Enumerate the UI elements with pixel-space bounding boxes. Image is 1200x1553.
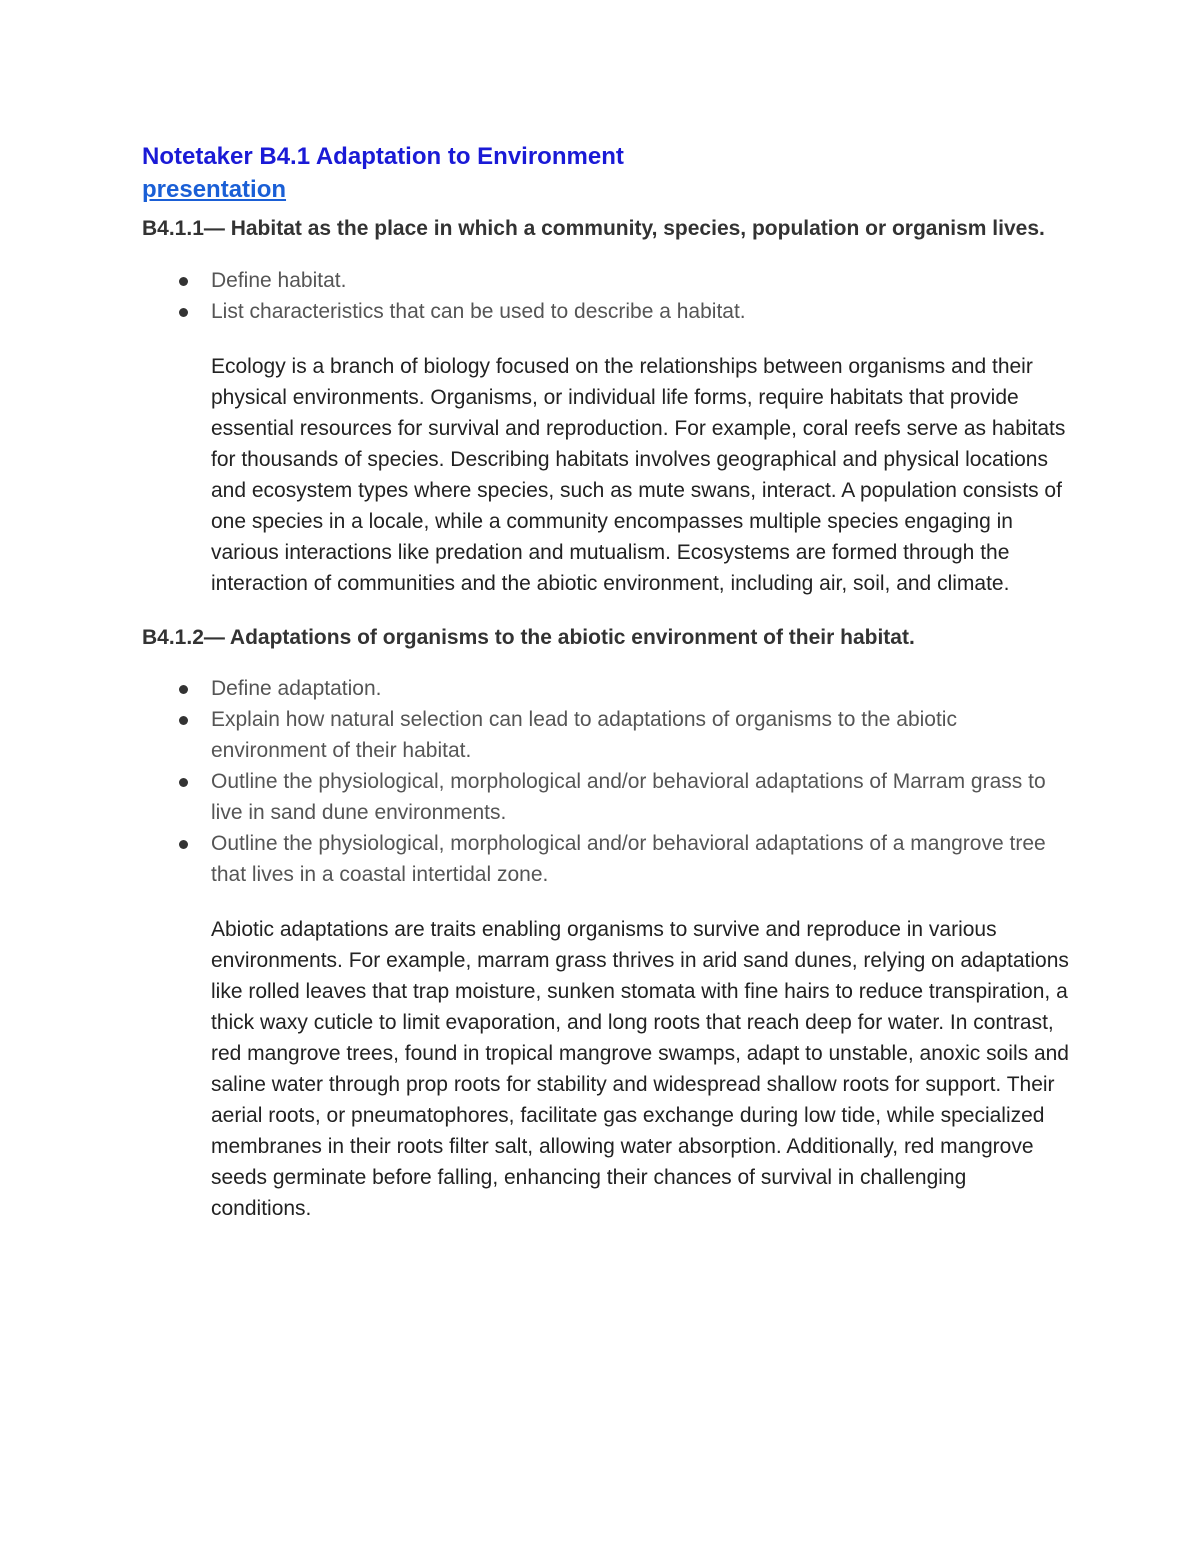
objectives-list-b4-1-2: [142, 673, 1072, 890]
bullet-icon: [179, 716, 188, 725]
list-item-text: Define adaptation.: [211, 677, 382, 700]
list-item: [211, 828, 1072, 890]
summary-paragraph-b4-1-2: Abiotic adaptations are traits enabling organisms to survive and reproduce in various environments. For example, marram grass thrives in arid sand dunes, relying on adaptations like rolled leaves that trap moisture, sunken stomata with fine hairs to reduce transpiration, a thick waxy cuticle to limit evaporation, and long roots that reach deep for water. In contrast, red mangrove trees, found in tropical mangrove swamps, adapt to unstable, anoxic soils and saline water through prop roots for stability and widespread shallow roots for support. Their aerial roots, or pneumatophores, facilitate gas exchange during low tide, while specialized membranes in their roots filter salt, allowing water absorption. Additionally, red mangrove seeds germinate before falling, enhancing their chances of survival in challenging conditions.: [211, 918, 1069, 1220]
presentation-link[interactable]: presentation: [142, 176, 287, 203]
list-item-text: Explain how natural selection can lead to adaptations of organisms to the abiotic environment of their habitat.: [211, 708, 957, 762]
bullet-icon: [179, 685, 188, 694]
bullet-icon: [179, 778, 188, 787]
objectives-list-b4-1-1: [142, 265, 1072, 327]
bullet-icon: [179, 840, 188, 849]
list-item-text: Outline the physiological, morphological and/or behavioral adaptations of a mangrove tree that lives in a coastal intertidal zone.: [211, 832, 1046, 886]
list-item: [211, 766, 1072, 828]
summary-paragraph-b4-1-1: Ecology is a branch of biology focused on the relationships between organisms and their physical environments. Organisms, or individual life forms, require habitats that provide essential resources for survival and reproduction. For example, coral reefs serve as habitats for thousands of species. Describing habitats involves geographical and physical locations and ecosystem types where species, such as mute swans, interact. A population consists of one species in a locale, while a community encompasses multiple species engaging in various interactions like predation and mutualism. Ecosystems are formed through the interaction of communities and the abiotic environment, including air, soil, and climate.: [211, 355, 1066, 595]
list-item: [211, 296, 1072, 327]
list-item-text: List characteristics that can be used to describe a habitat.: [211, 300, 746, 323]
list-item: [211, 265, 1072, 296]
list-item: [211, 704, 1072, 766]
list-item: [211, 673, 1072, 704]
list-item-text: Outline the physiological, morphological and/or behavioral adaptations of Marram grass to live in sand dune environments.: [211, 770, 1046, 824]
list-item-text: Define habitat.: [211, 269, 347, 292]
document-title: Notetaker B4.1 Adaptation to Environment: [142, 143, 624, 170]
bullet-icon: [179, 277, 188, 286]
section-heading-b4-1-1: B4.1.1— Habitat as the place in which a community, species, population or organism lives.: [142, 217, 1045, 240]
section-heading-b4-1-2: B4.1.2— Adaptations of organisms to the abiotic environment of their habitat.: [142, 626, 915, 649]
bullet-icon: [179, 308, 188, 317]
document-page: [142, 140, 1072, 1224]
